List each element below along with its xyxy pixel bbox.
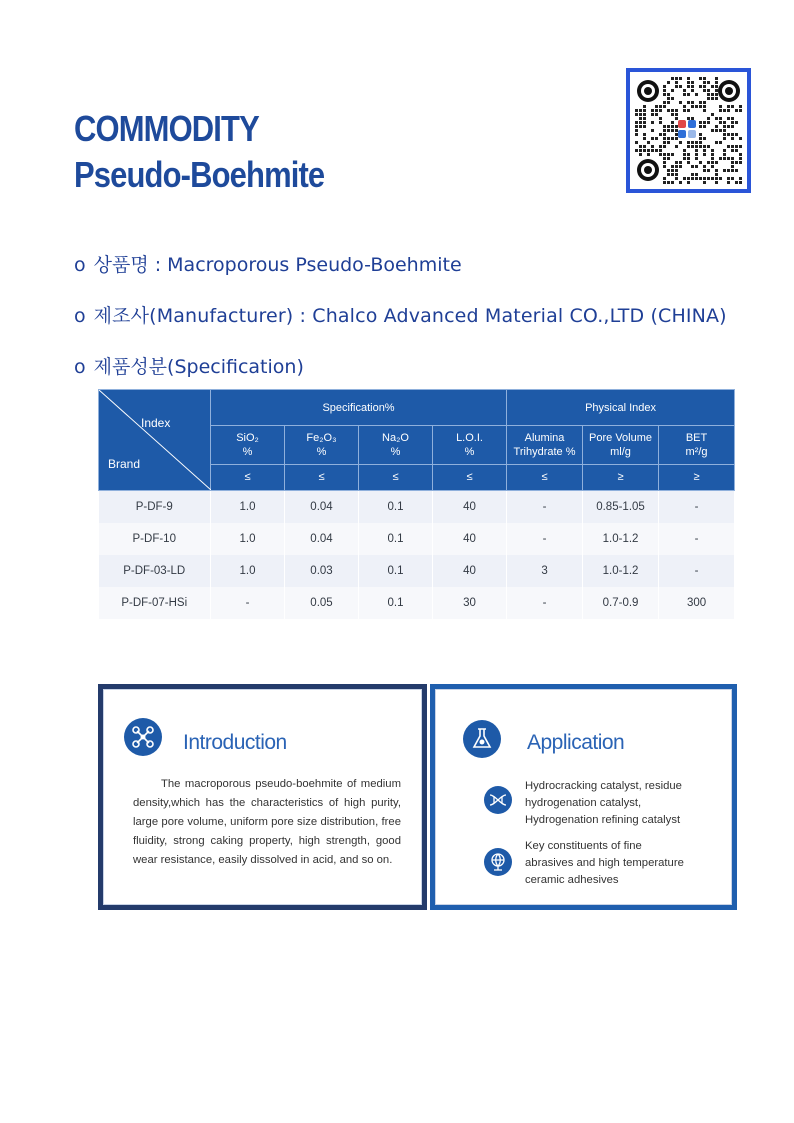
spec-table <box>98 389 735 619</box>
application-panel <box>430 684 737 910</box>
table-row <box>99 491 735 524</box>
globe-icon <box>484 848 512 876</box>
column-header-line1: Pore Volume <box>589 432 653 445</box>
dna-icon <box>484 786 512 814</box>
table-cell: 3 <box>507 555 583 587</box>
column-header-line1: BET <box>685 432 708 445</box>
column-sign: ≤ <box>433 464 507 490</box>
table-cell: 40 <box>433 555 507 587</box>
column-header <box>583 426 659 464</box>
column-header-line2: Trihydrate % <box>513 446 576 459</box>
table-cell: - <box>211 587 285 619</box>
table-cell: 40 <box>433 523 507 555</box>
table-cell: - <box>507 587 583 619</box>
qr-code-icon[interactable] <box>626 68 751 193</box>
manufacturer: 제조사(Manufacturer) : Chalco Advanced Material CO.,LTD (CHINA) <box>93 305 727 327</box>
table-cell: 0.85-1.05 <box>583 491 659 524</box>
table-cell: 0.7-0.9 <box>583 587 659 619</box>
introduction-title: Introduction <box>183 731 287 754</box>
group-header-physical: Physical Index <box>507 390 735 426</box>
application-title: Application <box>527 731 625 754</box>
table-cell: - <box>659 491 735 524</box>
table-cell: 0.1 <box>359 587 433 619</box>
column-header-line1: Na₂O <box>382 432 409 445</box>
table-cell: 0.05 <box>285 587 359 619</box>
table-cell: 0.1 <box>359 491 433 524</box>
table-cell: - <box>659 555 735 587</box>
table-cell: 0.03 <box>285 555 359 587</box>
introduction-panel <box>98 684 427 910</box>
molecule-icon <box>124 718 162 756</box>
specification-heading: 제품성분(Specification) <box>93 356 304 378</box>
table-cell: 0.04 <box>285 523 359 555</box>
group-header-specification: Specification% <box>211 390 507 426</box>
table-cell: - <box>507 491 583 524</box>
table-cell: 0.1 <box>359 555 433 587</box>
corner-brand-label: Brand <box>108 457 141 471</box>
bullet: o <box>74 254 86 276</box>
column-header-line2: % <box>464 446 475 459</box>
table-cell: 1.0 <box>211 555 285 587</box>
table-cell: - <box>659 523 735 555</box>
product-name-line <box>74 250 462 277</box>
column-header-line2: ml/g <box>610 446 631 459</box>
table-cell: 1.0 <box>211 491 285 524</box>
page-title <box>74 106 324 198</box>
column-header-line2: % <box>242 446 253 459</box>
introduction-text: The macroporous pseudo-boehmite of medium density,which has the characteristics of high purity, large pore volume, uniform pore size distribution, free fluidity, strong caking property, high strength, good wear resistance, easily dissolved in acid, and so on. <box>133 778 401 866</box>
title-line-commodity: COMMODITY <box>74 108 259 149</box>
application-item-catalyst: Hydrocracking catalyst, residue hydrogenation catalyst, Hydrogenation refining catalyst <box>525 780 682 826</box>
column-sign: ≤ <box>507 464 583 490</box>
brand-cell: P-DF-9 <box>99 491 211 524</box>
manufacturer-line <box>74 301 727 328</box>
corner-diagonal <box>99 390 211 490</box>
table-row <box>99 523 735 555</box>
column-header <box>507 426 583 464</box>
column-header <box>659 426 735 464</box>
table-cell: 1.0-1.2 <box>583 555 659 587</box>
spec-table-container <box>98 389 734 608</box>
table-row <box>99 587 735 619</box>
column-header-line2: % <box>316 446 327 459</box>
column-sign: ≤ <box>285 464 359 490</box>
brand-cell: P-DF-07-HSi <box>99 587 211 619</box>
brand-cell: P-DF-10 <box>99 523 211 555</box>
table-row <box>99 555 735 587</box>
column-header-line1: Fe₂O₃ <box>306 432 337 445</box>
specification-line <box>74 352 304 379</box>
table-cell: - <box>507 523 583 555</box>
table-cell: 40 <box>433 491 507 524</box>
table-cell: 1.0 <box>211 523 285 555</box>
title-line-product: Pseudo-Boehmite <box>74 154 325 195</box>
column-sign: ≥ <box>583 464 659 490</box>
column-header <box>433 426 507 464</box>
flask-icon <box>463 720 501 758</box>
table-cell: 1.0-1.2 <box>583 523 659 555</box>
table-cell: 30 <box>433 587 507 619</box>
column-sign: ≥ <box>659 464 735 490</box>
column-header-line2: % <box>390 446 401 459</box>
application-item-abrasives: Key constituents of fine abrasives and high temperature ceramic adhesives <box>525 840 684 886</box>
column-header-line1: Alumina <box>524 432 565 445</box>
column-header-line2: m²/g <box>685 446 708 459</box>
column-header <box>285 426 359 464</box>
table-cell: 300 <box>659 587 735 619</box>
brand-cell: P-DF-03-LD <box>99 555 211 587</box>
table-corner-header <box>99 390 211 491</box>
bullet: o <box>74 305 86 327</box>
column-header-line1: L.O.I. <box>456 432 483 445</box>
column-header-line1: SiO₂ <box>236 432 259 445</box>
bullet: o <box>74 356 86 378</box>
table-cell: 0.04 <box>285 491 359 524</box>
column-header <box>211 426 285 464</box>
column-header <box>359 426 433 464</box>
corner-index-label: Index <box>141 416 171 430</box>
column-sign: ≤ <box>359 464 433 490</box>
table-cell: 0.1 <box>359 523 433 555</box>
product-name: 상품명 : Macroporous Pseudo-Boehmite <box>93 254 462 276</box>
column-sign: ≤ <box>211 464 285 490</box>
